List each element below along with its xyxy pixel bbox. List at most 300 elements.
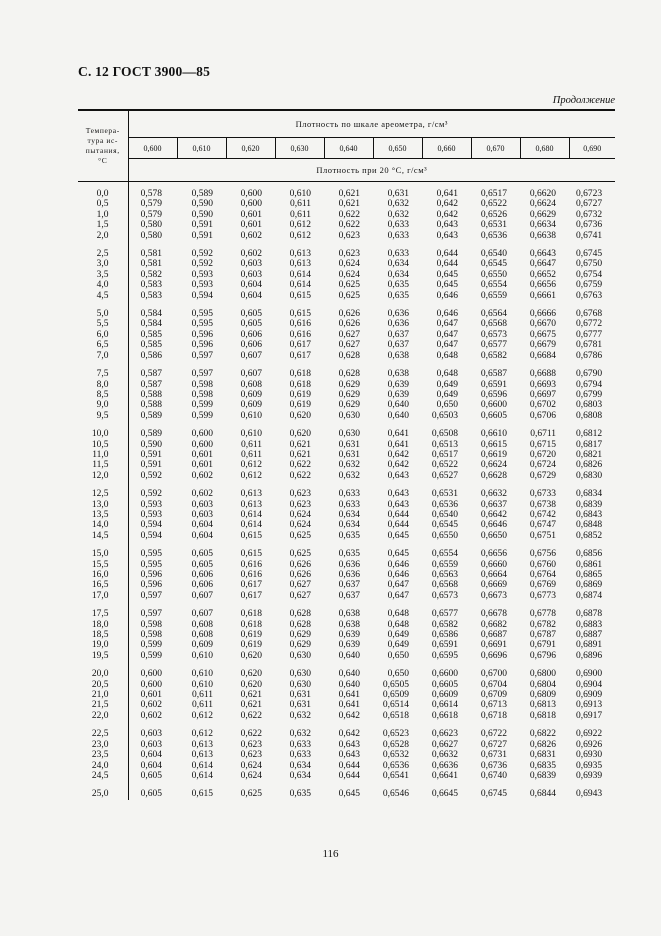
density-cell: 0,597 (140, 590, 162, 601)
temperature-cell: 12,0 (78, 471, 128, 481)
table-row (78, 591, 615, 601)
density-cell: 0,6731 (480, 750, 507, 761)
density-cell: 0,629 (289, 640, 311, 651)
density-cell: 0,6736 (480, 760, 507, 771)
density-cell: 0,606 (191, 580, 213, 591)
density-cell: 0,6702 (529, 400, 556, 411)
density-cell: 0,645 (436, 269, 458, 280)
density-cell: 0,6682 (480, 619, 507, 630)
density-cell: 0,594 (140, 530, 162, 541)
table-row (78, 220, 615, 230)
temperature-cell: 25,0 (78, 789, 128, 799)
density-cell: 0,6706 (529, 410, 556, 421)
density-cell: 0,6514 (382, 700, 409, 711)
density-cell: 0,6664 (480, 570, 507, 580)
temperature-cell: 1,0 (78, 210, 128, 220)
temperature-cell: 11,0 (78, 450, 128, 460)
density-cell: 0,6532 (382, 750, 409, 761)
temperature-cell: 23,5 (78, 750, 128, 760)
density-cell: 0,625 (338, 290, 360, 301)
density-cell: 0,619 (240, 640, 262, 651)
density-cell: 0,613 (240, 489, 262, 500)
temperature-cell: 9,5 (78, 411, 128, 421)
density-cell: 0,6600 (480, 400, 507, 411)
table-row (78, 510, 615, 520)
density-cell: 0,624 (289, 520, 311, 531)
density-cell: 0,578 (140, 189, 162, 199)
density-cell: 0,645 (436, 280, 458, 291)
density-cell: 0,603 (140, 739, 162, 750)
density-cell: 0,638 (387, 350, 409, 361)
density-cell: 0,6747 (529, 520, 556, 531)
density-cell: 0,615 (240, 530, 262, 541)
density-cell: 0,630 (338, 410, 360, 421)
density-cell: 0,580 (140, 220, 162, 231)
density-cell: 0,650 (387, 669, 409, 680)
density-cell: 0,605 (191, 559, 213, 570)
density-cell: 0,6609 (431, 690, 458, 701)
density-cell: 0,588 (140, 389, 162, 400)
density-cell: 0,615 (240, 549, 262, 560)
density-cell: 0,646 (387, 559, 409, 570)
density-cell: 0,622 (240, 729, 262, 740)
density-cell: 0,6614 (431, 700, 458, 711)
density-cell: 0,628 (289, 619, 311, 630)
density-cell: 0,630 (289, 679, 311, 690)
density-cell: 0,641 (338, 700, 360, 711)
table-row (78, 789, 615, 799)
density-cell: 0,6619 (480, 449, 507, 460)
density-cell: 0,642 (436, 199, 458, 210)
density-cell: 0,605 (191, 549, 213, 560)
density-cell: 0,645 (387, 530, 409, 541)
density-cell: 0,595 (140, 559, 162, 570)
hydrometer-density-header: Плотность по шкале ареометра, г/см³ (128, 110, 615, 138)
density-cell: 0,6666 (529, 309, 556, 320)
density-cell: 0,6709 (480, 690, 507, 701)
density-cell: 0,6688 (529, 369, 556, 380)
temperature-cell: 16,5 (78, 580, 128, 590)
density-cell: 0,6922 (575, 729, 603, 740)
density-cell: 0,6587 (480, 369, 507, 380)
density-cell: 0,603 (240, 269, 262, 280)
density-cell: 0,6742 (529, 509, 556, 520)
density-cell: 0,6751 (529, 530, 556, 541)
temp-header-line-1: Темпера- (85, 126, 120, 135)
density-cell: 0,608 (240, 379, 262, 390)
density-cell: 0,6738 (529, 499, 556, 510)
density-cell: 0,589 (140, 429, 162, 440)
temperature-cell: 12,5 (78, 489, 128, 499)
table-body (78, 182, 615, 800)
density-cell: 0,6930 (575, 750, 603, 761)
density-cell: 0,6508 (431, 429, 458, 440)
temperature-cell: 23,0 (78, 740, 128, 750)
density-cell: 0,602 (240, 249, 262, 260)
density-cell: 0,584 (140, 309, 162, 320)
table-row (78, 570, 615, 580)
density-cell: 0,594 (140, 520, 162, 531)
density-cell: 0,6713 (480, 700, 507, 711)
density-cell: 0,636 (338, 559, 360, 570)
density-cell: 0,6700 (480, 669, 507, 680)
temperature-cell: 21,5 (78, 700, 128, 710)
page-number: 116 (322, 848, 339, 860)
density-cell: 0,602 (240, 230, 262, 241)
density-cell: 0,582 (140, 269, 162, 280)
density-cell: 0,6769 (529, 580, 556, 591)
density-cell: 0,621 (289, 439, 311, 450)
density-cell: 0,591 (140, 460, 162, 471)
density-cell: 0,609 (191, 640, 213, 651)
density-cell: 0,6670 (529, 319, 556, 330)
density-cell: 0,614 (289, 280, 311, 291)
density-cell: 0,600 (140, 669, 162, 680)
density-cell: 0,6729 (529, 470, 556, 481)
density-cell: 0,612 (191, 710, 213, 721)
density-cell: 0,6652 (529, 269, 556, 280)
density-cell: 0,589 (140, 410, 162, 421)
density-cell: 0,6522 (431, 460, 458, 471)
density-cell: 0,6577 (431, 609, 458, 620)
density-cell: 0,6679 (529, 340, 556, 351)
density-cell: 0,6684 (529, 350, 556, 361)
density-cell: 0,6839 (529, 770, 556, 781)
density-cell: 0,649 (436, 379, 458, 390)
density-cell: 0,621 (338, 189, 360, 199)
density-cell: 0,6596 (480, 389, 507, 400)
density-cell: 0,607 (240, 369, 262, 380)
density-cell: 0,640 (387, 400, 409, 411)
density-cell: 0,649 (387, 640, 409, 651)
density-cell: 0,601 (191, 460, 213, 471)
density-cell: 0,6794 (575, 379, 603, 390)
density-cell: 0,602 (140, 700, 162, 711)
density-cell: 0,643 (387, 499, 409, 510)
density-cell: 0,6848 (575, 520, 603, 531)
density-cell: 0,627 (338, 329, 360, 340)
density-cell: 0,633 (387, 230, 409, 241)
density-cell: 0,636 (387, 319, 409, 330)
density-cell: 0,6826 (529, 739, 556, 750)
density-cell: 0,629 (338, 379, 360, 390)
density-cell: 0,6843 (575, 509, 603, 520)
table-row (78, 630, 615, 640)
density-cell: 0,6564 (480, 309, 507, 320)
temperature-cell: 22,5 (78, 729, 128, 739)
density-cell: 0,645 (338, 789, 360, 800)
density-cell: 0,598 (191, 389, 213, 400)
density-cell: 0,604 (191, 530, 213, 541)
density-cell: 0,609 (240, 400, 262, 411)
table-row (78, 740, 615, 750)
density-cell: 0,606 (240, 340, 262, 351)
table-row (78, 471, 615, 481)
density-cell: 0,633 (387, 249, 409, 260)
density-cell: 0,636 (338, 570, 360, 580)
density-cell: 0,6856 (575, 549, 603, 560)
density-cell: 0,6773 (529, 590, 556, 601)
density-cell: 0,580 (140, 230, 162, 241)
density-cell: 0,6732 (575, 209, 603, 220)
density-cell: 0,641 (387, 439, 409, 450)
density-cell: 0,632 (338, 470, 360, 481)
density-cell: 0,6887 (575, 630, 603, 641)
density-cell: 0,6883 (575, 619, 603, 630)
density-cell: 0,6943 (575, 789, 603, 800)
density-cell: 0,6513 (431, 439, 458, 450)
density-cell: 0,641 (436, 189, 458, 199)
density-cell: 0,647 (387, 580, 409, 591)
density-cell: 0,616 (240, 570, 262, 580)
density-cell: 0,6900 (575, 669, 603, 680)
temperature-cell: 19,5 (78, 651, 128, 661)
density-cell: 0,617 (240, 580, 262, 591)
density-cell: 0,644 (387, 509, 409, 520)
density-cell: 0,6852 (575, 530, 603, 541)
density-cell: 0,6869 (575, 580, 603, 591)
temperature-cell: 20,0 (78, 669, 128, 679)
density-cell: 0,627 (338, 340, 360, 351)
density-cell: 0,579 (140, 209, 162, 220)
density-cell: 0,6628 (480, 470, 507, 481)
density-cell: 0,606 (240, 329, 262, 340)
temperature-cell: 15,5 (78, 560, 128, 570)
density-cell: 0,619 (240, 630, 262, 641)
density-cell: 0,611 (289, 199, 311, 210)
density-cell: 0,6577 (480, 340, 507, 351)
density-cell: 0,618 (289, 379, 311, 390)
density-cell: 0,6711 (530, 429, 556, 440)
density-cell: 0,607 (191, 590, 213, 601)
density-cell: 0,610 (240, 410, 262, 421)
density-cell: 0,599 (140, 650, 162, 661)
density-cell: 0,633 (289, 750, 311, 761)
density-cell: 0,6861 (575, 559, 603, 570)
density-cell: 0,6782 (529, 619, 556, 630)
temperature-cell: 11,5 (78, 460, 128, 470)
density-cell: 0,6803 (575, 400, 603, 411)
density-cell: 0,599 (140, 640, 162, 651)
density-header-cell: 0,670 (471, 138, 520, 159)
table-row (78, 520, 615, 530)
density-cell: 0,614 (240, 520, 262, 531)
density-cell: 0,605 (140, 789, 162, 800)
temperature-cell: 22,0 (78, 711, 128, 721)
density-cell: 0,592 (140, 470, 162, 481)
density-cell: 0,6697 (529, 389, 556, 400)
density-cell: 0,6595 (431, 650, 458, 661)
density-header-cell: 0,620 (226, 138, 275, 159)
table-row (78, 380, 615, 390)
density-cell: 0,607 (191, 609, 213, 620)
table-row (78, 460, 615, 470)
density-cell: 0,6675 (529, 329, 556, 340)
density-cell: 0,612 (289, 220, 311, 231)
density-cell: 0,6523 (382, 729, 409, 740)
density-cell: 0,613 (240, 499, 262, 510)
density-cell: 0,6541 (382, 770, 409, 781)
density-cell: 0,622 (338, 220, 360, 231)
temperature-cell: 3,5 (78, 270, 128, 280)
density-cell: 0,6839 (575, 499, 603, 510)
density-cell: 0,6505 (382, 679, 409, 690)
density-cell: 0,590 (140, 439, 162, 450)
table-row (78, 210, 615, 220)
density-cell: 0,6800 (529, 669, 556, 680)
density-cell: 0,622 (289, 470, 311, 481)
density-cell: 0,6678 (480, 609, 507, 620)
density-cell: 0,6796 (529, 650, 556, 661)
temperature-cell: 6,0 (78, 330, 128, 340)
density-cell: 0,634 (387, 269, 409, 280)
temperature-cell: 10,5 (78, 440, 128, 450)
density-cell: 0,6627 (431, 739, 458, 750)
density-cell: 0,6531 (480, 220, 507, 231)
table-row (78, 249, 615, 259)
density-cell: 0,649 (387, 630, 409, 641)
density-cell: 0,6618 (431, 710, 458, 721)
density-cell: 0,6835 (529, 760, 556, 771)
density-cell: 0,6605 (431, 679, 458, 690)
density-cell: 0,631 (289, 700, 311, 711)
density-cell: 0,639 (387, 389, 409, 400)
density-cell: 0,628 (289, 609, 311, 620)
density-cell: 0,626 (338, 319, 360, 330)
density-cell: 0,588 (140, 400, 162, 411)
density-cell: 0,642 (387, 449, 409, 460)
density-cell: 0,6623 (431, 729, 458, 740)
density-cell: 0,598 (191, 379, 213, 390)
density-cell: 0,590 (191, 209, 213, 220)
density-cell: 0,6768 (575, 309, 603, 320)
density-header-cell: 0,650 (373, 138, 422, 159)
density-cell: 0,6878 (575, 609, 603, 620)
density-cell: 0,644 (436, 249, 458, 260)
density-cell: 0,635 (338, 530, 360, 541)
density-cell: 0,6804 (529, 679, 556, 690)
table-row (78, 640, 615, 650)
table-row (78, 400, 615, 410)
density-cell: 0,623 (240, 739, 262, 750)
density-cell: 0,6656 (480, 549, 507, 560)
density-cell: 0,615 (191, 789, 213, 800)
density-cell: 0,629 (338, 400, 360, 411)
density-cell: 0,600 (240, 199, 262, 210)
density-cell: 0,631 (289, 690, 311, 701)
density-header-cell: 0,630 (275, 138, 324, 159)
density-cell: 0,626 (289, 570, 311, 580)
density-cell: 0,596 (140, 580, 162, 591)
density-cell: 0,594 (191, 290, 213, 301)
density-cell: 0,6660 (480, 559, 507, 570)
density-cell: 0,621 (240, 700, 262, 711)
table-row (78, 189, 615, 199)
density-cell: 0,604 (191, 520, 213, 531)
density-cell: 0,600 (191, 429, 213, 440)
density-cell: 0,6509 (382, 690, 409, 701)
density-cell: 0,632 (289, 729, 311, 740)
density-cell: 0,579 (140, 199, 162, 210)
density-cell: 0,646 (436, 290, 458, 301)
table-row (78, 450, 615, 460)
density-cell: 0,642 (387, 460, 409, 471)
density-cell: 0,6909 (575, 690, 603, 701)
table-row (78, 580, 615, 590)
density-cell: 0,622 (289, 460, 311, 471)
density-cell: 0,625 (289, 549, 311, 560)
density-cell: 0,6809 (529, 690, 556, 701)
density-cell: 0,648 (436, 369, 458, 380)
density-cell: 0,6641 (431, 770, 458, 781)
table-row (78, 440, 615, 450)
density-cell: 0,603 (191, 499, 213, 510)
table-row (78, 489, 615, 499)
density-cell: 0,638 (387, 369, 409, 380)
continued-label: Продолжение (552, 95, 615, 106)
density-cell: 0,620 (289, 429, 311, 440)
density-cell: 0,6642 (480, 509, 507, 520)
density-cell: 0,6913 (575, 700, 603, 711)
density-cell: 0,611 (191, 690, 213, 701)
page-header: С. 12 ГОСТ 3900—85 (78, 64, 211, 79)
temperature-cell: 15,0 (78, 549, 128, 559)
density-cell: 0,6624 (480, 460, 507, 471)
table-row (78, 231, 615, 241)
density-cell: 0,597 (140, 609, 162, 620)
density-cell: 0,6799 (575, 389, 603, 400)
temperature-cell: 4,5 (78, 291, 128, 301)
density-cell: 0,598 (140, 630, 162, 641)
density-cell: 0,6554 (431, 549, 458, 560)
density-cell: 0,593 (191, 280, 213, 291)
density-cell: 0,644 (436, 259, 458, 270)
density-cell: 0,612 (289, 230, 311, 241)
table-row (78, 429, 615, 439)
density-cell: 0,602 (191, 470, 213, 481)
density-cell: 0,596 (191, 340, 213, 351)
density-cell: 0,604 (140, 750, 162, 761)
density-cell: 0,6559 (480, 290, 507, 301)
density-cell: 0,6745 (575, 249, 603, 260)
density-cell: 0,601 (191, 449, 213, 460)
density-cell: 0,637 (387, 340, 409, 351)
density-cell: 0,633 (338, 499, 360, 510)
density-cell: 0,632 (387, 199, 409, 210)
density-cell: 0,6917 (575, 710, 603, 721)
temperature-cell: 10,0 (78, 429, 128, 439)
density-cell: 0,587 (140, 369, 162, 380)
temperature-cell: 7,0 (78, 351, 128, 361)
density-cell: 0,617 (289, 350, 311, 361)
density-cell: 0,610 (191, 650, 213, 661)
density-cell: 0,6554 (480, 280, 507, 291)
density-cell: 0,604 (140, 760, 162, 771)
density-cell: 0,6586 (431, 630, 458, 641)
temperature-cell: 24,5 (78, 771, 128, 781)
table-row (78, 411, 615, 421)
table-row (78, 531, 615, 541)
density-cell: 0,6693 (529, 379, 556, 390)
density-cell: 0,623 (240, 750, 262, 761)
density-cell: 0,6727 (575, 199, 603, 210)
density-cell: 0,635 (387, 280, 409, 291)
temperature-cell: 13,5 (78, 510, 128, 520)
density-cell: 0,6661 (529, 290, 556, 301)
density-header-cell: 0,680 (520, 138, 569, 159)
density-cell: 0,6720 (529, 449, 556, 460)
density-cell: 0,648 (387, 619, 409, 630)
